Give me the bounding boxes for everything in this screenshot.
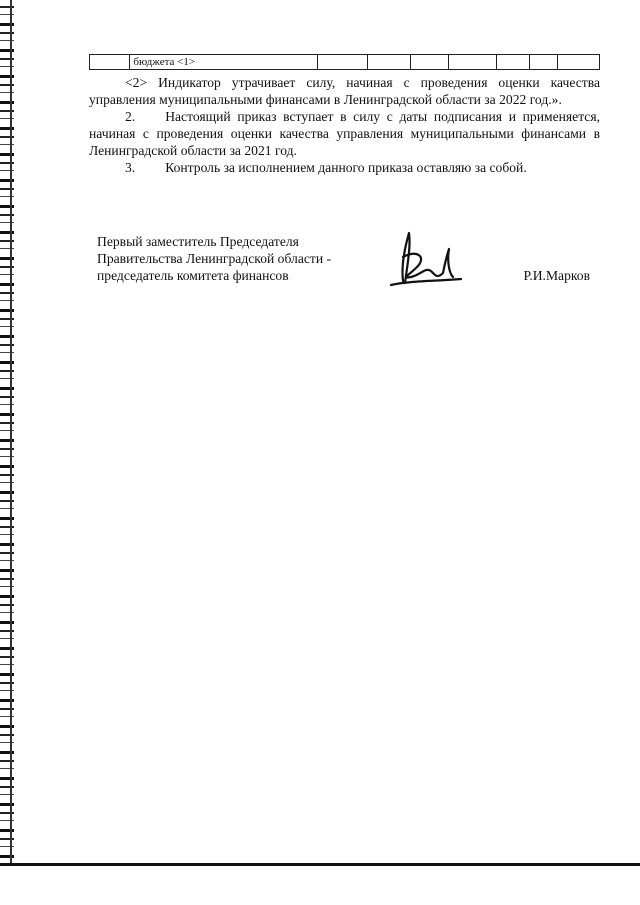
clause-text: Настоящий приказ вступает в силу с даты подписания и применяется, начиная с проведения оценки качества управления муниципальными финансами в Ленинградской области за 2021 год. (89, 109, 600, 158)
signatory-line: Первый заместитель Председателя (97, 234, 299, 249)
footnote-paragraph: <2> Индикатор утрачивает силу, начиная с проведения оценки качества управления муниципальными финансами в Ленинградской области за 2022 год.». (89, 75, 600, 107)
table-cell (557, 55, 599, 70)
clause-text: Контроль за исполнением данного приказа оставляю за собой. (165, 160, 527, 175)
clause-3-text (89, 159, 527, 176)
scan-bottom-border (0, 863, 640, 905)
table-cell (449, 55, 497, 70)
table-cell (410, 55, 448, 70)
table-cell (318, 55, 368, 70)
budget-table-fragment (89, 54, 600, 70)
handwritten-signature (387, 227, 467, 289)
signatory-title (97, 233, 331, 284)
table-cell (368, 55, 410, 70)
clause-2-text (89, 108, 600, 159)
table-cell-label: бюджета <1> (130, 55, 318, 70)
signatory-name: Р.И.Марков (523, 268, 590, 283)
table-cell (497, 55, 530, 70)
document-body (89, 74, 600, 176)
scan-edge-artifact (0, 0, 14, 905)
signatory-line: председатель комитета финансов (97, 268, 289, 283)
signatory-line: Правительства Ленинградской области - (97, 251, 332, 266)
clause-number: 2. (125, 109, 136, 124)
table-row (90, 55, 600, 70)
clause-3 (89, 159, 600, 176)
signature-block (97, 233, 600, 293)
clause-2 (89, 108, 600, 159)
table-cell (90, 55, 130, 70)
table-cell (530, 55, 558, 70)
clause-number: 3. (125, 160, 136, 175)
